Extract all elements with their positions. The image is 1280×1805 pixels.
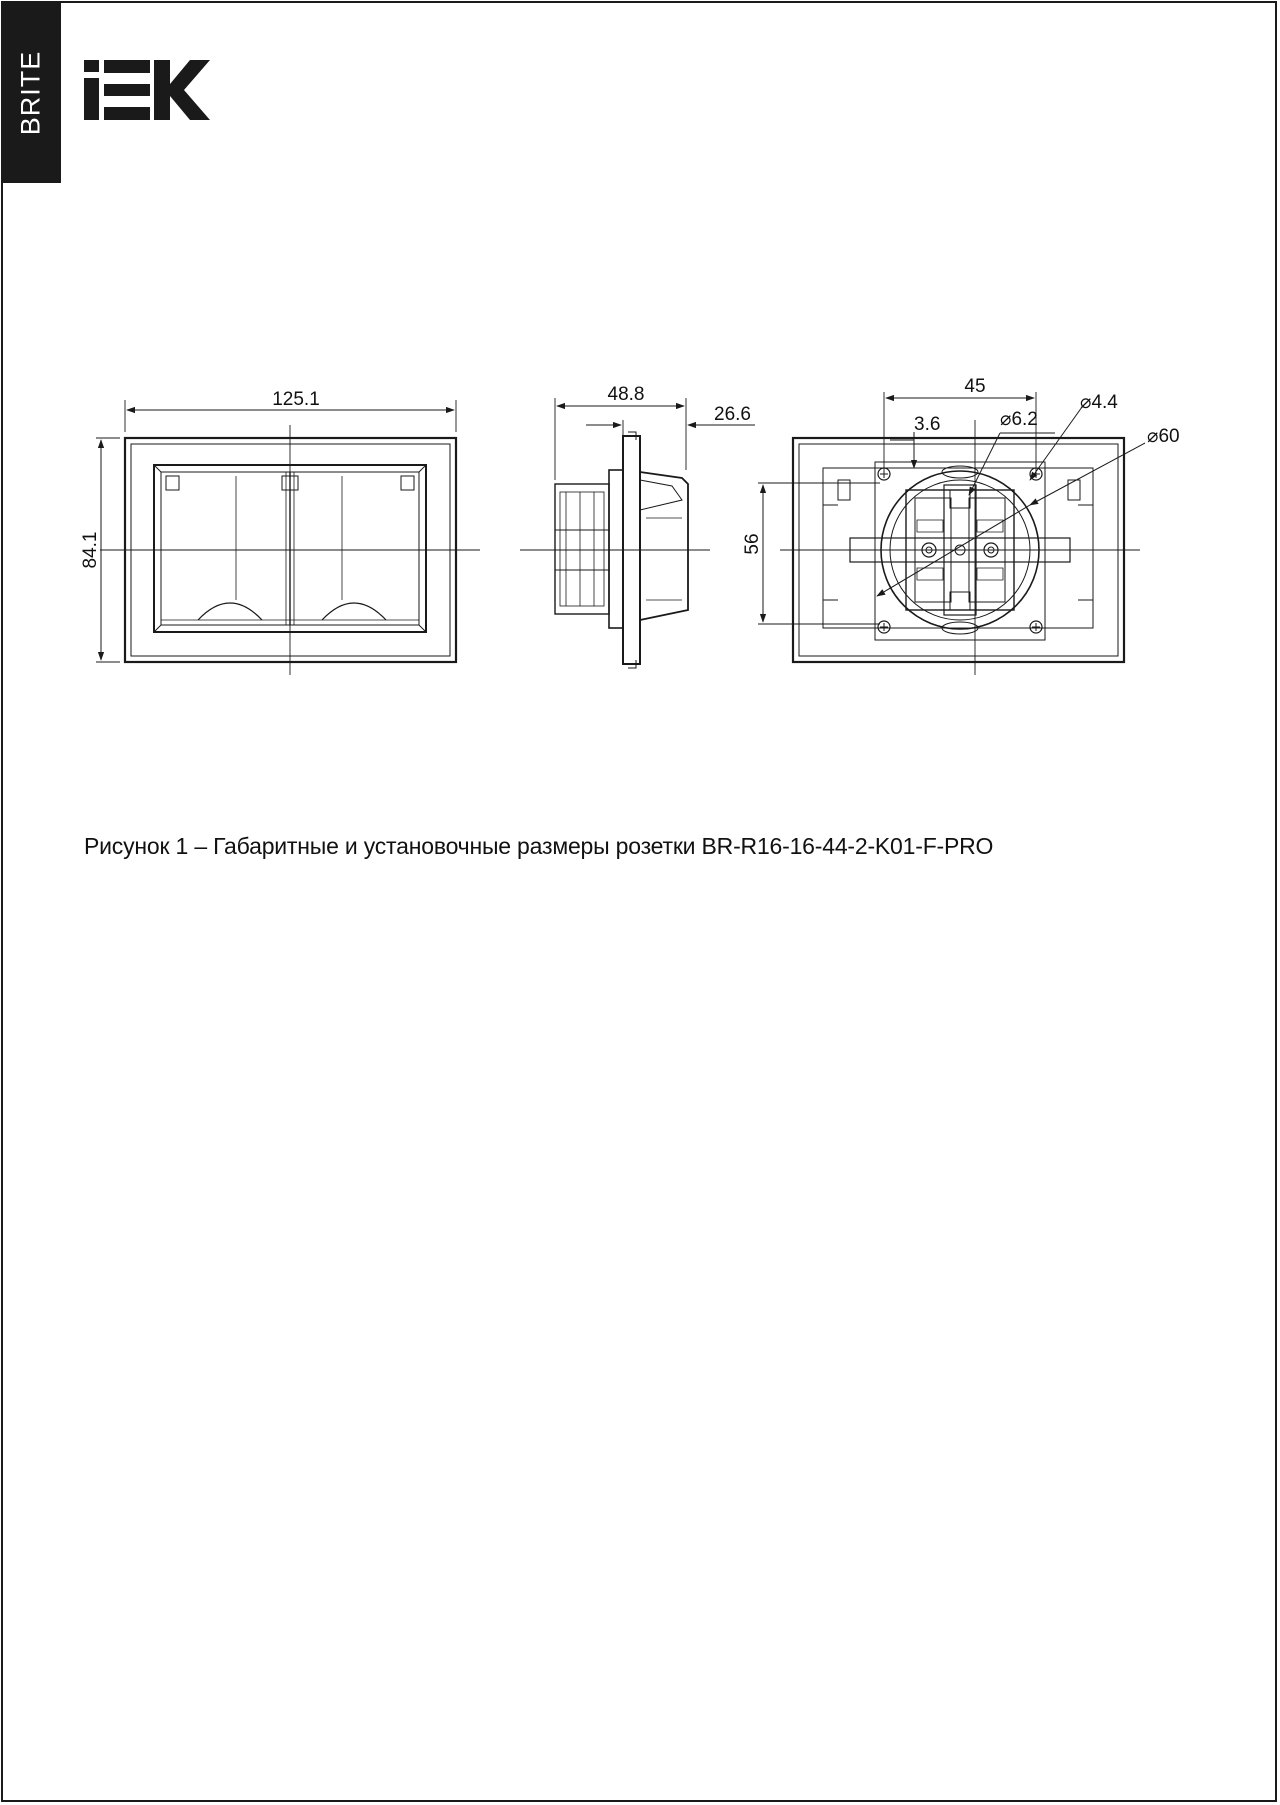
dim-front-height: 84.1 — [80, 531, 101, 569]
side-centerlines — [520, 398, 710, 550]
dim-mount-spacing: 45 — [964, 376, 986, 397]
technical-drawing — [0, 0, 1280, 820]
dim-front-width: 125.1 — [272, 389, 320, 410]
dim-hole-b: ⌀4.4 — [1080, 392, 1118, 413]
dim-side-depth: 48.8 — [607, 384, 645, 405]
dim-side-inner: 26.6 — [714, 404, 751, 425]
dim-body-diameter: ⌀60 — [1147, 426, 1180, 447]
dim-hole-a: ⌀6.2 — [1000, 409, 1038, 430]
series-label: BRITE — [15, 50, 46, 136]
dim-mount-offset: 3.6 — [914, 414, 941, 435]
figure-caption: Рисунок 1 – Габаритные и установочные размеры розетки BR-R16-16-44-2-K01-F-PRO — [84, 833, 994, 859]
dim-mount-height: 56 — [742, 533, 763, 555]
rear-dimension-lines — [763, 398, 1145, 622]
